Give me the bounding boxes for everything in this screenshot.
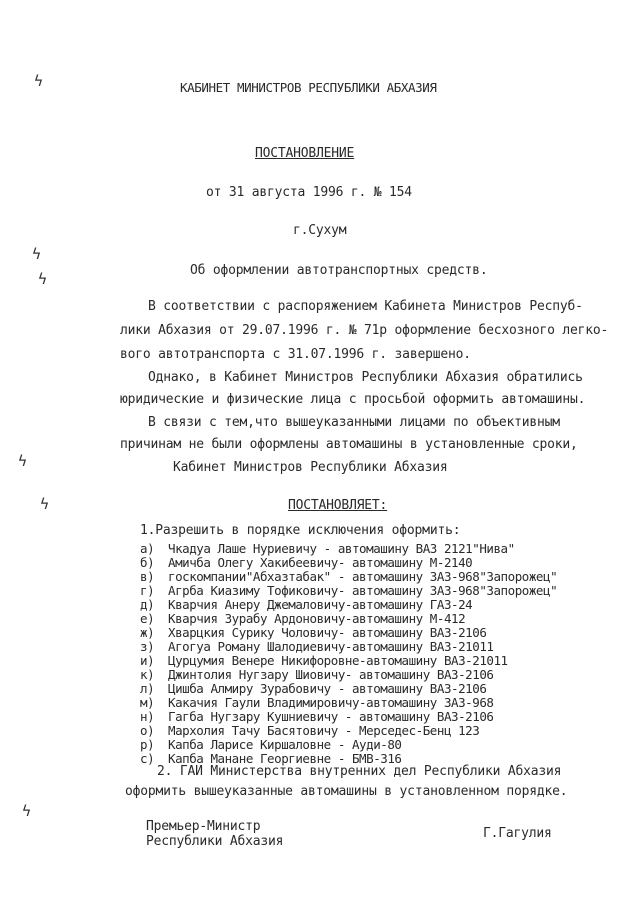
punch-mark-icon: ϟ — [18, 452, 28, 470]
item-text: Какачия Гаули Владимировичу-автомашину ЗАЗ-968 — [168, 695, 494, 710]
item-text: Кварчия Зурабу Ардоновичу-автомашину М-412 — [168, 611, 466, 626]
list-item — [140, 556, 557, 570]
vehicle-list — [140, 542, 557, 766]
point-2-continued: оформить вышеуказанные автомашины в установленном порядке. — [125, 784, 568, 799]
signatory-title: Республики Абхазия — [146, 834, 284, 849]
item-marker: н) — [140, 709, 155, 724]
signatory-name: Г.Гагулия — [483, 826, 552, 841]
signatory-title: Премьер-Министр — [146, 819, 261, 834]
list-item — [140, 640, 557, 654]
punch-mark-icon: ϟ — [32, 245, 42, 263]
item-text: госкомпании"Абхазтабак" - автомашину ЗАЗ-968"Запорожец" — [168, 569, 558, 584]
preamble-line: вого автотранспорта с 31.07.1996 г. завершено. — [120, 347, 471, 362]
item-marker: м) — [140, 695, 155, 710]
city-line: г.Сухум — [293, 223, 347, 238]
list-item — [140, 696, 557, 710]
list-item — [140, 654, 557, 668]
list-item — [140, 682, 557, 696]
punch-mark-icon: ϟ — [38, 270, 48, 288]
item-text: Мархолия Тачу Басятовичу - Мерседес-Бенц 123 — [168, 723, 480, 738]
point-2: 2. ГАИ Министерства внутренних дел Республики Абхазия — [157, 764, 562, 779]
subject-line: Об оформлении автотранспортных средств. — [190, 263, 488, 278]
point-1: 1.Разрешить в порядке исключения оформить: — [140, 523, 461, 538]
date-number-line: от 31 августа 1996 г. № 154 — [206, 185, 412, 200]
preamble-line: Однако, в Кабинет Министров Республики Абхазия обратились — [148, 370, 583, 385]
preamble-line: В связи с тем,что вышеуказанными лицами по объективным — [148, 415, 560, 430]
item-text: Амичба Олегу Хакибеевичу- автомашину М-2140 — [168, 555, 473, 570]
item-text: Капба Манане Георгиевне - БМВ-316 — [168, 751, 402, 766]
item-text: Гагба Нугзару Кушниевичу - автомашину ВАЗ-2106 — [168, 709, 494, 724]
item-marker: о) — [140, 723, 155, 738]
cabinet-line: Кабинет Министров Республики Абхазия — [173, 460, 448, 475]
list-item — [140, 738, 557, 752]
item-marker: с) — [140, 751, 155, 766]
list-item — [140, 724, 557, 738]
item-marker: ж) — [140, 625, 155, 640]
issuer-heading: КАБИНЕТ МИНИСТРОВ РЕСПУБЛИКИ АБХАЗИЯ — [180, 80, 437, 95]
preamble-line: причинам не были оформлены автомашины в установленные сроки, — [120, 437, 578, 452]
list-item — [140, 626, 557, 640]
item-text: Цурцумия Венере Никифоровне-автомашину ВАЗ-21011 — [168, 653, 508, 668]
list-item — [140, 598, 557, 612]
item-marker: в) — [140, 569, 155, 584]
list-item — [140, 668, 557, 682]
item-marker: л) — [140, 681, 155, 696]
list-item — [140, 710, 557, 724]
list-item — [140, 612, 557, 626]
punch-mark-icon: ϟ — [22, 802, 32, 820]
preamble-line: юридические и физические лица с просьбой оформить автомашины. — [120, 392, 586, 407]
item-marker: е) — [140, 611, 155, 626]
item-text: Джинтолия Нугзару Шиовичу- автомашину ВАЗ-2106 — [168, 667, 494, 682]
item-marker: р) — [140, 737, 155, 752]
punch-mark-icon: ϟ — [34, 72, 44, 90]
item-text: Капба Ларисе Киршаловне - Ауди-80 — [168, 737, 402, 752]
preamble-line: лики Абхазия от 29.07.1996 г. № 71р оформление бесхозного легко- — [120, 323, 609, 338]
item-text: Кварчия Анеру Джемаловичу-автомашину ГАЗ-24 — [168, 597, 473, 612]
item-text: Чкадуа Лаше Нуриевичу - автомашину ВАЗ 2121"Нива" — [168, 541, 515, 556]
item-marker: а) — [140, 541, 155, 556]
item-text: Цишба Алмиру Зурабовичу - автомашину ВАЗ-2106 — [168, 681, 487, 696]
item-text: Агогуа Роману Шалодиевичу-автомашину ВАЗ-21011 — [168, 639, 494, 654]
list-item — [140, 584, 557, 598]
item-marker: к) — [140, 667, 155, 682]
resolves-heading: ПОСТАНОВЛЯЕТ: — [288, 498, 388, 513]
item-marker: б) — [140, 555, 155, 570]
punch-mark-icon: ϟ — [40, 495, 50, 513]
list-item — [140, 570, 557, 584]
item-marker: д) — [140, 597, 155, 612]
item-marker: и) — [140, 653, 155, 668]
item-text: Хварцкия Сурику Чоловичу- автомашину ВАЗ-2106 — [168, 625, 487, 640]
item-marker: г) — [140, 583, 155, 598]
item-text: Агрба Киазиму Тофиковичу- автомашину ЗАЗ-968"Запорожец" — [168, 583, 558, 598]
item-marker: з) — [140, 639, 155, 654]
list-item — [140, 542, 557, 556]
preamble-line: В соответствии с распоряжением Кабинета Министров Респуб- — [148, 299, 583, 314]
document-type: ПОСТАНОВЛЕНИЕ — [255, 146, 355, 161]
